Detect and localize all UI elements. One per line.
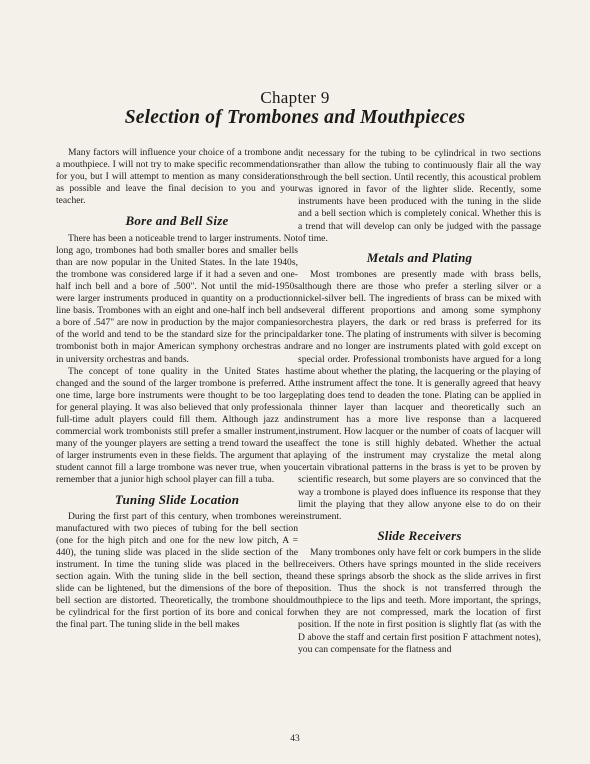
tuning-paragraph-1: During the first part of this century, when trombones were manufactured with two pieces of tubing for the bell section (one for the high pitch and one for the new low pitch, A = 440), the tuning slide was placed in the slide section of the instrument. In time the tuning slide was placed in the bell section again. With the tuning slide in the bell section, the slide can be lightened, but the dimensions of the bore of the bell section are distorted. Theoretically, the trombone should be cylindrical for the first portion of its bore and conical for the final part. The tuning slide in the bell makes: [56, 510, 298, 631]
receivers-paragraph-1: Many trombones only have felt or cork bumpers in the slide receivers. Others have springs mounted in the slide receivers and these springs absorb the shock as the slide arrives in first position. Thus the shock is not transferred through the mouthpiece to the lips and teeth. More important, the springs, when they are not compressed, mark the location of first position. If the note in first position is slightly flat (as with the D above the staff and certain first position F attachment notes), you can compensate for the flatness and: [298, 546, 541, 655]
section-heading-receivers: Slide Receivers: [377, 527, 462, 543]
bore-paragraph-2: The concept of tone quality in the United States has changed and the sound of the larger trombone is preferred. At one time, large bore instruments were thought to be too large for general playing. It was also believed that only professional full-time adult players could fill them. Although jazz and commercial work trombonists still prefer a smaller instrument, many of the younger players are setting a trend toward the use of larger instruments even in these fields. The argument that a student cannot fill a large trombone was never true, when you remember that a junior high school player can fill a tuba.: [56, 365, 298, 486]
left-column: [56, 147, 298, 632]
section-heading-bore: Bore and Bell Size: [125, 213, 229, 229]
bore-paragraph-1: There has been a noticeable trend to larger instruments. Not long ago, trombones had both smaller bores and smaller bells than are now popular in the United States. In the late 1940s, the trombone was considered large if it had a seven and one-half inch bell and a bore of .500". Not until the mid-1950s were larger instruments produced in quantity on a production line basis. Trombones with an eight and one-half inch bell and a bore of .547" are now in production by the major companies of the world and tend to be the standard size for the principal trombonist both in major American symphony orchestras and in university orchestras and bands.: [56, 232, 298, 365]
tuning-paragraph-continued: it necessary for the tubing to be cylindrical in two sections rather than allow the tubing to continuously flair all the way through the bell section. Until recently, this acoustical problem was ignored in favor of the lighter slide. Recently, some instruments have been produced with the tuning in the slide and a bell section which is completely conical. Whether this is a trend that will develop can only be judged with the passage of time.: [298, 148, 541, 244]
metals-paragraph-1: Most trombones are presently made with brass bells, although there are those who prefer a sterling silver or a nickel-silver bell. The ingredients of brass can be mixed with several different proportions and among some symphony orchestra players, the dark or red brass is preferred for its darker tone. The plating of instruments with silver is becoming rare and no longer are instruments plated with gold except on special order. Professional trombonists have argued for a long time about whether the plating, the lacquering or the playing of the instrument affect the tone. It is generally agreed that heavy plating does tend to deaden the tone. Plating can be applied in a thinner layer than lacquer and theoretically such an instrument has a more live response than a lacquered instrument. How lacquer or the number of coats of lacquer will affect the tone is still highly debated. Whether the actual playing of the instrument may crystalize the metal along certain vibrational patterns in the brass is yet to be proven by scientific research, but some players are so convinced that the way a trombone is played does influence its response that they limit the playing that they allow anyone else to do on their instrument.: [298, 268, 541, 522]
section-heading-metals: Metals and Plating: [366, 249, 473, 265]
chapter-label: Chapter 9: [260, 88, 330, 107]
section-heading-tuning: Tuning Slide Location: [114, 491, 240, 507]
intro-paragraph: Many factors will influence your choice of a trombone and a mouthpiece. I will not try to make specific recommendations for you, but I will attempt to mention as many considerations as possible and leave the final decision to you and your teacher.: [56, 147, 298, 207]
right-column: [298, 148, 541, 656]
chapter-title: Selection of Trombones and Mouthpieces: [124, 107, 466, 128]
page-number: 43: [290, 734, 300, 744]
